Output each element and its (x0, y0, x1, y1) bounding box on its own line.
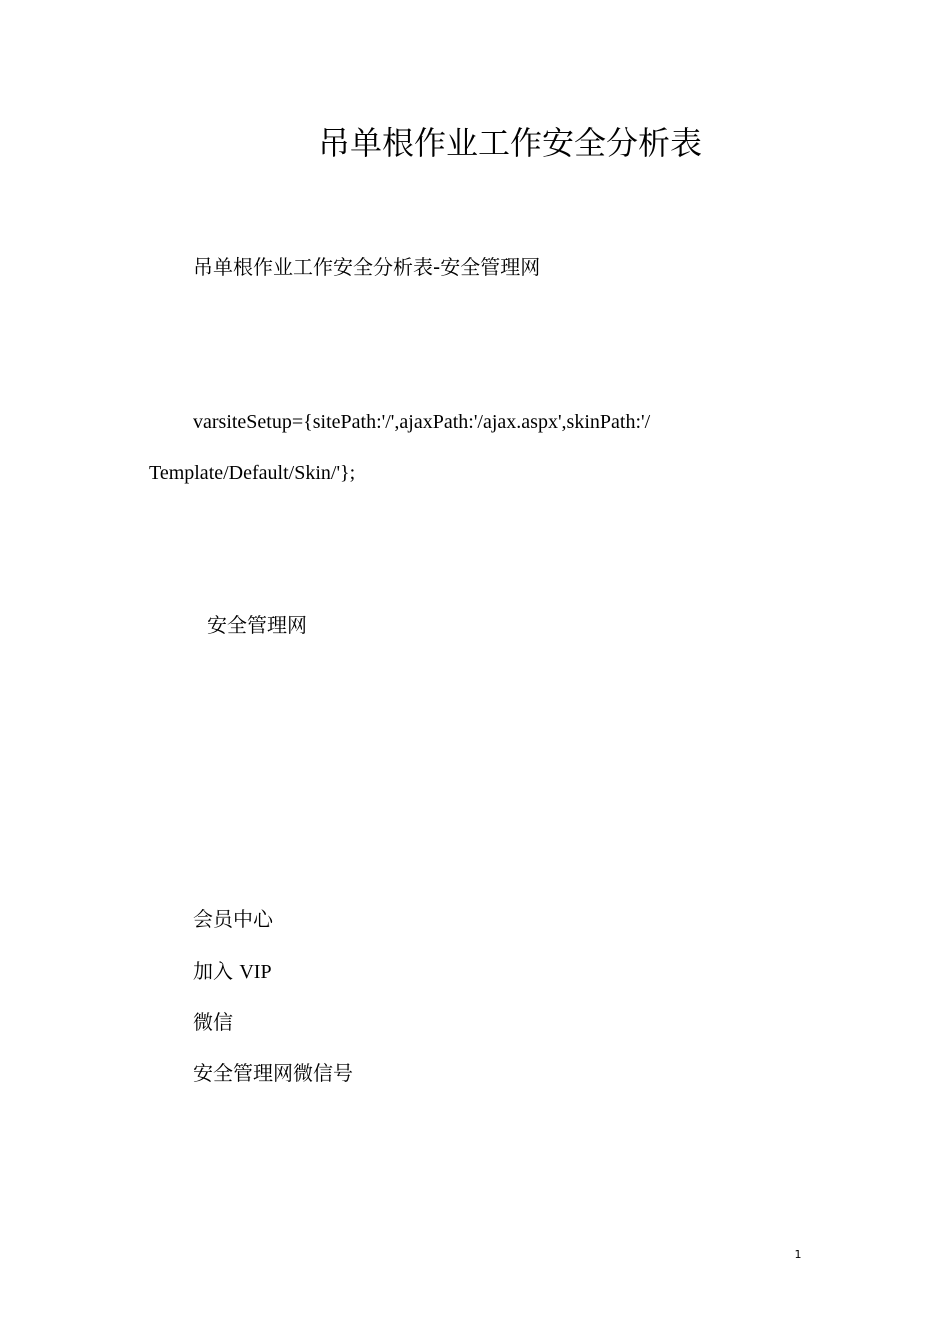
join-vip-label: VIP (239, 961, 272, 983)
wechat-account-link[interactable]: 安全管理网微信号 (193, 1061, 353, 1085)
join-vip-prefix: 加入 (193, 959, 233, 983)
document-title: 吊单根作业工作安全分析表 (317, 124, 702, 162)
document-subtitle: 吊单根作业工作安全分析表-安全管理网 (193, 255, 541, 279)
script-text-line-1: varsiteSetup={sitePath:'/',ajaxPath:'/ajax.aspx',skinPath:'/ (193, 411, 651, 433)
script-text-line-2: Template/Default/Skin/'}; (149, 462, 356, 484)
member-center-link[interactable]: 会员中心 (193, 907, 273, 931)
page-number: 1 (794, 1248, 802, 1261)
site-name: 安全管理网 (207, 613, 307, 637)
wechat-link[interactable]: 微信 (193, 1010, 233, 1034)
join-vip-link[interactable] (193, 957, 272, 986)
